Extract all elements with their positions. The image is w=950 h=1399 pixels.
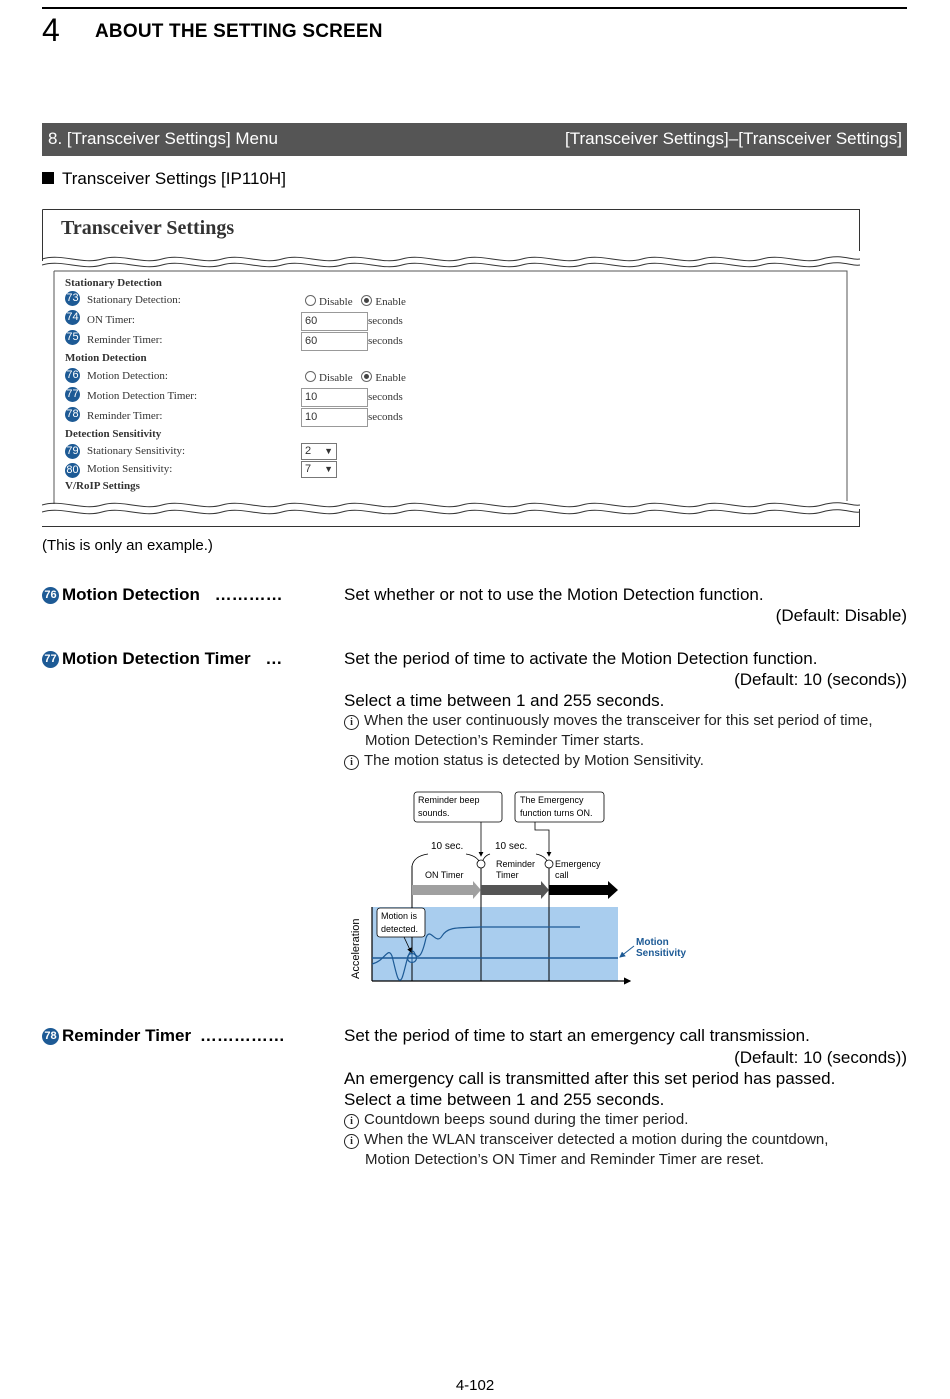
disable-radio[interactable]	[305, 371, 316, 382]
note-text: When the user continuously moves the transceiver for this set period of time,	[364, 712, 873, 729]
on-timer-label: ON Timer:	[87, 314, 135, 326]
callout-motion-detected-line1: Motion is	[381, 911, 418, 921]
menu-bar	[42, 123, 907, 156]
disable-radio[interactable]	[305, 295, 316, 306]
reminder-timer-label: Reminder Timer:	[87, 334, 163, 346]
motion-sensitivity-select[interactable]	[301, 461, 337, 478]
motion-detection-timer-note1-cont: Motion Detection’s Reminder Timer starts.	[365, 732, 644, 749]
emergency-call-label-1: Emergency	[555, 859, 601, 869]
info-icon: i	[344, 1114, 359, 1129]
info-icon: i	[344, 755, 359, 770]
motion-detection-timer-note1	[344, 712, 873, 730]
group-stationary-detection: Stationary Detection	[65, 277, 162, 289]
square-bullet-icon	[42, 172, 54, 184]
motion-detection-desc: Set whether or not to use the Motion Detection function.	[344, 585, 764, 604]
leader-dots: …	[265, 649, 283, 668]
motion-reminder-timer-label: Reminder Timer:	[87, 410, 163, 422]
info-icon: i	[344, 1134, 359, 1149]
enable-label: Enable	[375, 372, 406, 384]
item-motion-detection-timer-title	[42, 649, 282, 669]
reminder-timer-label-1: Reminder	[496, 859, 536, 869]
marker-78: 78	[66, 408, 79, 420]
marker-74: 74	[66, 311, 79, 323]
reminder-timer-note2-cont: Motion Detection’s ON Timer and Reminder Timer are reset.	[365, 1151, 765, 1168]
top-rule	[42, 7, 907, 9]
callout-reminder-beep-line1: Reminder beep	[418, 795, 480, 805]
ten-sec-bracket-1	[412, 854, 481, 866]
marker-78: 78	[42, 1028, 59, 1045]
motion-detection-timer-desc2: Select a time between 1 and 255 seconds.	[344, 691, 665, 710]
ten-sec-label-2: 10 sec.	[495, 841, 528, 852]
chapter-title: ABOUT THE SETTING SCREEN	[95, 21, 383, 42]
chevron-down-icon: ▼	[324, 464, 333, 474]
group-voip-settings: V/RoIP Settings	[65, 480, 140, 492]
sensitivity-label-2: Sensitivity	[636, 948, 687, 959]
callout-motion-detected-line2: detected.	[381, 924, 419, 934]
ten-sec-label-1: 10 sec.	[431, 841, 464, 852]
enable-label: Enable	[375, 296, 406, 308]
reminder-timer-desc: Set the period of time to start an emergency call transmission.	[344, 1026, 810, 1045]
motion-detection-timer-note2	[344, 752, 704, 770]
reminder-timer-input[interactable]: 60	[301, 332, 368, 351]
on-timer-arrow	[412, 881, 481, 899]
leader-dots: ……………	[199, 1026, 285, 1045]
stationary-sensitivity-select[interactable]	[301, 443, 337, 460]
marker-79: 79	[66, 445, 79, 457]
note-text: The motion status is detected by Motion Sensitivity.	[364, 752, 704, 769]
stationary-detection-label: Stationary Detection:	[87, 294, 181, 306]
sensitivity-label-1: Motion	[636, 937, 669, 948]
motion-detection-timer-unit: seconds	[368, 391, 403, 403]
chevron-down-icon: ▼	[324, 446, 333, 456]
motion-reminder-timer-input[interactable]: 10	[301, 408, 368, 427]
stationary-detection-radio[interactable]	[305, 295, 406, 308]
on-timer-label: ON Timer	[425, 870, 464, 880]
chapter-number: 4	[42, 12, 60, 48]
enable-radio[interactable]	[361, 295, 372, 306]
motion-sensitivity-label: Motion Sensitivity:	[87, 463, 173, 475]
item-title: Motion Detection	[62, 585, 200, 604]
motion-reminder-timer-unit: seconds	[368, 411, 403, 423]
marker-76: 76	[42, 587, 59, 604]
reminder-timer-note2	[344, 1131, 828, 1149]
reminder-timer-unit: seconds	[368, 335, 403, 347]
stationary-sensitivity-label: Stationary Sensitivity:	[87, 445, 186, 457]
marker-75: 75	[66, 331, 79, 343]
motion-detection-timer-input[interactable]: 10	[301, 388, 368, 407]
callout-reminder-beep-line2: sounds.	[418, 808, 450, 818]
screenshot-frame	[42, 209, 860, 527]
section-title	[42, 169, 286, 189]
reminder-timer-note1	[344, 1111, 688, 1129]
marker-77: 77	[42, 651, 59, 668]
note-text: When the WLAN transceiver detected a motion during the countdown,	[364, 1131, 829, 1148]
marker-77: 77	[66, 388, 79, 400]
item-title: Motion Detection Timer	[62, 649, 251, 668]
motion-detection-timer-label: Motion Detection Timer:	[87, 390, 197, 402]
marker-76: 76	[66, 369, 79, 381]
motion-detection-label: Motion Detection:	[87, 370, 168, 382]
reminder-timer-default: (Default: 10 (seconds))	[734, 1048, 907, 1067]
disable-label: Disable	[319, 372, 353, 384]
item-motion-detection-title	[42, 585, 283, 605]
note-text: Countdown beeps sound during the timer period.	[364, 1111, 689, 1128]
y-axis-label: Acceleration	[350, 918, 362, 979]
marker-73: 73	[66, 292, 79, 304]
enable-radio[interactable]	[361, 371, 372, 382]
marker-80: 80	[66, 464, 79, 476]
section-title-text: Transceiver Settings [IP110H]	[62, 169, 286, 188]
menu-bar-right: [Transceiver Settings]–[Transceiver Settings]	[565, 129, 902, 148]
item-title: Reminder Timer	[62, 1026, 192, 1045]
screenshot-title: Transceiver Settings	[61, 217, 235, 239]
reminder-start-marker	[477, 860, 485, 868]
motion-detection-default: (Default: Disable)	[775, 606, 907, 625]
page-number: 4-102	[455, 1377, 495, 1394]
motion-detection-radio[interactable]	[305, 371, 406, 384]
on-timer-unit: seconds	[368, 315, 403, 327]
group-detection-sensitivity: Detection Sensitivity	[65, 428, 162, 440]
reminder-timer-desc3: Select a time between 1 and 255 seconds.	[344, 1090, 665, 1109]
reminder-timer-label-2: Timer	[496, 870, 519, 880]
callout-emergency-line1: The Emergency	[520, 795, 584, 805]
example-caption: (This is only an example.)	[42, 537, 213, 554]
motion-sensitivity-value: 7	[305, 463, 312, 475]
reminder-timer-desc2: An emergency call is transmitted after this set period has passed.	[344, 1069, 836, 1088]
motion-detection-timer-default: (Default: 10 (seconds))	[734, 670, 907, 689]
emergency-call-label-2: call	[555, 870, 569, 880]
menu-bar-left: 8. [Transceiver Settings] Menu	[48, 129, 278, 148]
group-motion-detection: Motion Detection	[65, 352, 147, 364]
item-reminder-timer-title	[42, 1026, 285, 1046]
motion-timer-diagram	[340, 786, 720, 992]
motion-detection-timer-desc: Set the period of time to activate the Motion Detection function.	[344, 649, 818, 668]
disable-label: Disable	[319, 296, 353, 308]
emergency-call-arrow	[549, 881, 618, 899]
leader-dots: …………	[214, 585, 283, 604]
stationary-sensitivity-value: 2	[305, 445, 312, 457]
callout-emergency-line2: function turns ON.	[520, 808, 593, 818]
reminder-timer-arrow	[481, 881, 549, 899]
emergency-start-marker	[545, 860, 553, 868]
on-timer-input[interactable]: 60	[301, 312, 368, 331]
info-icon: i	[344, 715, 359, 730]
